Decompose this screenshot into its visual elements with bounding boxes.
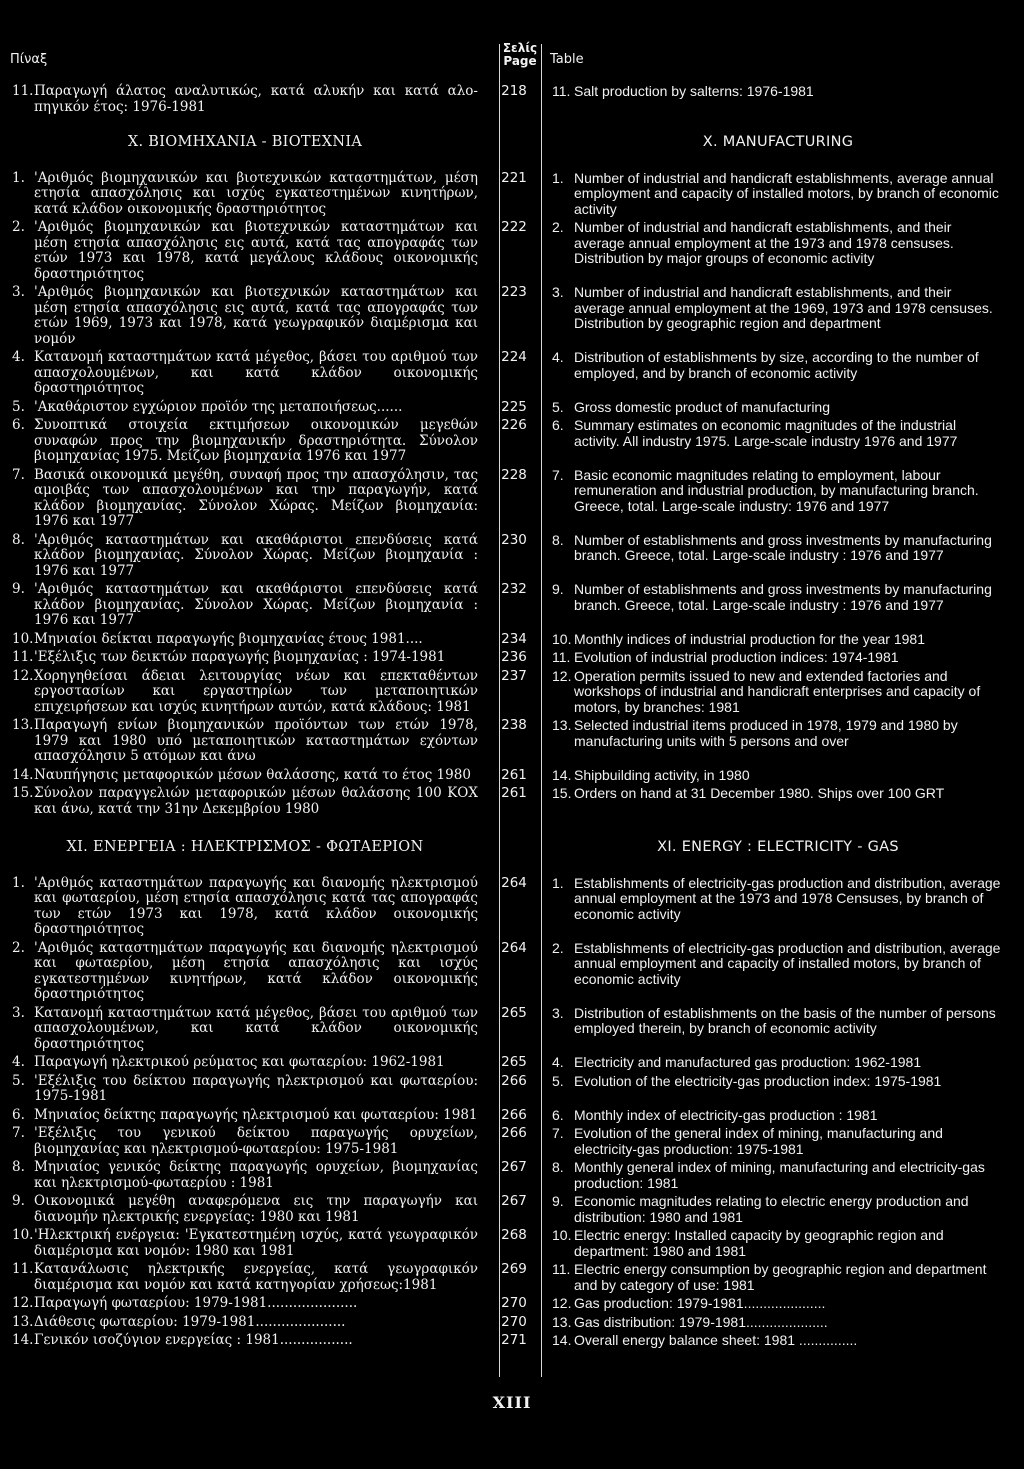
item-number: 14. <box>552 1332 572 1348</box>
list-item <box>0 632 1024 648</box>
item-number: 6. <box>12 1106 25 1123</box>
page-number: XIII <box>492 1393 532 1412</box>
item-text-greek: Χορηγηθείσαι άδειαι λειτουργίας νέων και επεκταθέντων εργοστασίων και εργαστηρίων των μεταποιητικών επιχειρήσεων και ισχύς κινητήρων αυτών, κατά κλάδους: 1981 <box>34 667 478 715</box>
item-text-greek: Παραγωγή ενίων βιομηχανικών προϊόντων των ετών 1978, 1979 και 1980 υπό μεταποιητικών καταστημάτων εχόντων απασχόλησιν 5 ατόμων και άνω <box>34 717 478 764</box>
list-item <box>0 876 1024 938</box>
item-english <box>542 941 1012 988</box>
list-item <box>0 718 1024 765</box>
item-number: 5. <box>552 398 564 415</box>
item-english <box>542 350 1012 381</box>
item-english <box>542 1315 1012 1331</box>
item-text-english: Shipbuilding activity, in 1980 <box>574 766 750 783</box>
item-greek <box>0 1296 486 1312</box>
item-text-english: Monthly index of electricity-gas production : 1981 <box>574 1106 878 1123</box>
item-number: 11. <box>12 83 34 99</box>
item-page: 261 <box>501 766 527 783</box>
item-number: 13. <box>12 1313 34 1330</box>
item-page: 264 <box>501 874 527 891</box>
list-item <box>0 400 1024 416</box>
list-item <box>0 468 1024 530</box>
list-item <box>0 786 1024 817</box>
item-greek <box>0 468 486 530</box>
item-page: 224 <box>501 349 527 365</box>
item-page: 270 <box>501 1313 527 1330</box>
item-greek <box>0 1108 486 1124</box>
item-english <box>542 1262 1012 1293</box>
item-text-english: Distribution of establishments by size, according to the number of employed, and by branch of economic activity <box>574 349 979 381</box>
item-text-english: Basic economic magnitudes relating to employment, labour remuneration and industrial production, by manufacturing branch. Greece, total. Large-scale industry: 1976 and 1977 <box>574 466 979 514</box>
item-number: 4. <box>552 1054 564 1070</box>
list-item <box>0 1194 1024 1225</box>
list-item <box>0 669 1024 716</box>
item-page: 266 <box>501 1106 527 1123</box>
item-english <box>542 171 1012 218</box>
item-text-english: Operation permits issued to new and extended factories and workshops of industrial and handicraft enterprises and capacity of motors, by branches: 1981 <box>574 667 981 715</box>
item-page: 267 <box>501 1193 527 1209</box>
list-item <box>0 1160 1024 1191</box>
item-page: 222 <box>501 219 527 235</box>
item-text-english: Number of industrial and handicraft establishments, and their average annual employment at the 1973 and 1978 censuses. Distribution by major groups of economic activity <box>574 219 954 266</box>
item-page: 221 <box>501 169 527 186</box>
item-page: 269 <box>501 1261 527 1277</box>
list-item <box>0 1006 1024 1053</box>
item-text-english: Gas distribution: 1979-1981..................... <box>574 1313 828 1330</box>
item-number: 10. <box>12 630 34 647</box>
item-number: 7. <box>12 1125 25 1141</box>
item-text-english: Number of establishments and gross investments by manufacturing branch. Greece, total. Large-scale industry : 1976 and 1977 <box>574 581 992 613</box>
item-text-greek: 'Εξέλιξις του δείκτου παραγωγής ηλεκτρισμού και φωταερίου: 1975-1981 <box>34 1072 478 1104</box>
item-text-greek: Παραγωγή φωταερίου: 1979-1981..................... <box>34 1295 358 1311</box>
item-english <box>542 632 1012 648</box>
item-greek <box>0 220 486 282</box>
item-number: 9. <box>552 1193 564 1209</box>
item-text-english: Evolution of industrial production indices: 1974-1981 <box>574 649 899 665</box>
list-item <box>0 1108 1024 1124</box>
item-english <box>542 285 1012 332</box>
item-greek <box>0 669 486 716</box>
item-greek <box>0 650 486 666</box>
item-text-english: Orders on hand at 31 December 1980. Ships over 100 GRT <box>574 785 945 801</box>
item-english <box>542 468 1012 515</box>
item-english <box>542 418 1012 449</box>
item-greek <box>0 1194 486 1225</box>
page-label-english: Page <box>503 54 537 68</box>
item-greek <box>0 718 486 765</box>
item-text-greek: Οικονομικά μεγέθη αναφερόμενα εις την παραγωγήν και διανομήν ηλεκτρικής ενεργείας: 1980 και 1981 <box>34 1193 478 1225</box>
item-number: 8. <box>12 1159 25 1175</box>
item-english <box>542 533 1012 564</box>
item-number: 5. <box>12 398 25 415</box>
item-text-greek: Κατανομή καταστημάτων κατά μέγεθος, βάσει του αριθμού των απασχολουμένων, και κατά κλάδον οικονομικής δραστηριότητος <box>34 1004 478 1052</box>
list-item <box>0 582 1024 629</box>
item-greek <box>0 533 486 580</box>
item-number: 11. <box>552 1261 571 1277</box>
item-page: 225 <box>501 398 527 415</box>
item-page: 264 <box>501 939 527 956</box>
item-text-english: Number of establishments and gross investments by manufacturing branch. Greece, total. Large-scale industry : 1976 and 1977 <box>574 531 992 563</box>
item-number: 10. <box>552 1227 572 1243</box>
list-item <box>0 1262 1024 1293</box>
item-text-greek: Σύνολον παραγγελιών μεταφορικών μέσων θαλάσσης 100 ΚΟΧ και άνω, κατά την 31ην Δεκεμβρίου 1980 <box>34 785 478 817</box>
item-number: 2. <box>12 939 25 956</box>
item-english <box>542 650 1012 666</box>
item-text-english: Salt production by salterns: 1976-1981 <box>574 83 814 99</box>
item-text-english: Electric energy: Installed capacity by geographic region and department: 1980 and 1981 <box>574 1227 944 1259</box>
item-text-english: Summary estimates on economic magnitudes of the industrial activity. All industry 1975. Large-scale industry 1976 and 1977 <box>574 417 958 449</box>
item-text-greek: Παραγωγή ηλεκτρικού ρεύματος και φωταερίου: 1962-1981 <box>34 1054 445 1070</box>
item-text-english: Evolution of the electricity-gas production index: 1975-1981 <box>574 1072 942 1089</box>
item-text-greek: 'Αριθμός βιομηχανικών και βιοτεχνικών καταστημάτων, μέση ετησία απασχόλησις και ισχύς εγκατεστημένων κινητήρων, κατά κλάδον οικονομικής δραστηριότητος <box>34 169 478 217</box>
item-text-greek: 'Αριθμός καταστημάτων παραγωγής και διανομής ηλεκτρισμού και φωταερίου, μέση ετησία απασχόλησις κατά τας απογραφάς των ετών 1973 και 1978, κατά κλάδον οικονομικής δραστηριότητος <box>34 874 478 937</box>
section-title-greek: X. ΒΙΟΜΗΧΑΝΙΑ - ΒΙΟΤΕΧΝΙΑ <box>127 134 363 150</box>
item-text-english: Electric energy consumption by geographic region and department and by category of use: 1981 <box>574 1261 987 1293</box>
intro-greek <box>0 84 486 115</box>
list-item <box>0 1074 1024 1105</box>
page-label-greek: Σελίς <box>502 41 538 55</box>
item-number: 7. <box>12 466 25 483</box>
item-greek <box>0 1262 486 1293</box>
item-number: 9. <box>552 581 564 597</box>
list-item <box>0 941 1024 1003</box>
item-page: 266 <box>501 1125 527 1141</box>
item-number: 1. <box>12 874 25 891</box>
item-english <box>542 1228 1012 1259</box>
item-page: 236 <box>501 649 527 665</box>
item-english <box>542 1160 1012 1191</box>
item-text-greek: Βασικά οικονομικά μεγέθη, συναφή προς την απασχόλησιν, τας αμοιβάς των απασχολουμένων και την παραγωγήν, κατά κλάδον βιομηχανίας. Σύνολον Χώρας. Μείζων βιομηχανία: 1976 και 1977 <box>34 466 478 529</box>
item-number: 11. <box>12 1261 34 1277</box>
list-item <box>0 350 1024 397</box>
list-item <box>0 533 1024 580</box>
item-english <box>542 1126 1012 1157</box>
item-page: 271 <box>501 1332 527 1348</box>
item-text-greek: 'Αριθμός καταστημάτων παραγωγής και διανομής ηλεκτρισμού και φωταερίου, μέση ετησία απασχόλησις και ισχύς εγκατεστημένων κινητήρων, κατά κλάδον οικονομικής δραστηριότητος <box>34 939 478 1002</box>
item-english <box>542 1333 1012 1349</box>
item-number: 12. <box>552 1295 572 1311</box>
item-number: 13. <box>12 717 34 733</box>
sections-container <box>0 135 1024 1352</box>
item-english <box>542 1074 1012 1090</box>
item-english <box>542 582 1012 613</box>
item-page: 270 <box>501 1295 527 1311</box>
item-text-english: Selected industrial items produced in 1978, 1979 and 1980 by manufacturing units with 5 persons and over <box>574 717 958 749</box>
item-text-english: Distribution of establishments on the basis of the number of persons employed therein, by branch of economic activity <box>574 1004 996 1036</box>
item-english <box>542 1194 1012 1225</box>
section-title-greek: XI. ΕΝΕΡΓΕΙΑ : ΗΛΕΚΤΡΙΣΜΟΣ - ΦΩΤΑΕΡΙΟΝ <box>66 839 424 855</box>
item-text-greek: 'Ηλεκτρική ενέργεια: 'Εγκατεστημένη ισχύς, κατά γεωγραφικόν διαμέρισμα και νομόν: 1980 και 1981 <box>34 1227 478 1259</box>
item-text-english: Monthly indices of industrial production for the year 1981 <box>574 630 925 647</box>
item-page: 228 <box>501 466 527 483</box>
item-greek <box>0 171 486 218</box>
table-of-contents <box>0 84 1024 1352</box>
item-english <box>542 768 1012 784</box>
item-greek <box>0 350 486 397</box>
item-greek <box>0 1074 486 1105</box>
item-number: 11. <box>552 83 571 99</box>
item-text-greek: 'Αριθμός βιομηχανικών και βιοτεχνικών καταστημάτων και μέση ετησία απασχόλησις εις αυτά, κατά τας απογραφάς των ετών 1969, 1973 και 1978, κατά γεωγραφικόν διαμέρισμα και νομόν <box>34 284 478 347</box>
item-text-english: Monthly general index of mining, manufacturing and electricity-gas production: 1981 <box>574 1159 985 1191</box>
item-text-greek: Διάθεσις φωταερίου: 1979-1981..................... <box>34 1313 346 1330</box>
item-greek <box>0 400 486 416</box>
item-number: 3. <box>12 1004 25 1021</box>
item-greek <box>0 1006 486 1053</box>
item-text-greek: 'Ακαθάριστον εγχώριον προϊόν της μεταποιήσεως...... <box>34 398 403 415</box>
list-item <box>0 1126 1024 1157</box>
intro-english <box>542 84 1012 100</box>
item-number: 1. <box>552 169 564 186</box>
item-number: 10. <box>552 630 572 647</box>
item-number: 6. <box>552 417 564 433</box>
section-heading <box>0 135 1024 151</box>
item-text-english: Gross domestic product of manufacturing <box>574 398 831 415</box>
item-page: 230 <box>501 531 527 548</box>
item-number: 12. <box>12 667 34 684</box>
item-text-english: Overall energy balance sheet: 1981 ............... <box>574 1332 858 1348</box>
item-number: 6. <box>552 1106 564 1123</box>
item-page: 237 <box>501 667 527 684</box>
section-page-spacer <box>486 840 542 856</box>
item-text-greek: Μηνιαίος δείκτης παραγωγής ηλεκτρισμού και φωταερίου: 1981 <box>34 1106 478 1123</box>
item-greek <box>0 1160 486 1191</box>
item-greek <box>0 1228 486 1259</box>
list-item <box>0 1228 1024 1259</box>
item-text-greek: 'Εξέλιξις του γενικού δείκτου παραγωγής ορυχείων, βιομηχανίας και ηλεκτρισμού-φωταερίου: 1975-1981 <box>34 1125 478 1157</box>
item-english <box>542 669 1012 716</box>
item-english <box>542 876 1012 923</box>
item-number: 7. <box>552 466 564 483</box>
item-greek <box>0 1315 486 1331</box>
item-number: 12. <box>552 667 572 684</box>
item-text-greek: Μηνιαίος γενικός δείκτης παραγωγής ορυχείων, βιομηχανίας και ηλεκτρισμού-φωταερίου : 1981 <box>34 1159 478 1191</box>
item-text-greek: Κατανομή καταστημάτων κατά μέγεθος, βάσει του αριθμού των απασχολουμένων, και κατά κλάδον οικονομικής δραστηριότητος <box>34 349 478 396</box>
item-text-english: Number of industrial and handicraft establishments, and their average annual employment at the 1969, 1973 and 1978 censuses. Distribution by geographic region and department <box>574 284 993 331</box>
section-title-english: X. MANUFACTURING <box>702 134 854 150</box>
item-english <box>542 718 1012 749</box>
item-greek <box>0 941 486 1003</box>
list-item <box>0 1315 1024 1331</box>
item-greek <box>0 632 486 648</box>
item-page: 232 <box>501 581 527 597</box>
item-number: 2. <box>552 939 564 956</box>
item-text-greek: Παραγωγή άλατος αναλυτικώς, κατά αλυκήν και κατά αλο- πηγικόν έτος: 1976-1981 <box>34 83 478 115</box>
item-text-english: Electricity and manufactured gas production: 1962-1981 <box>574 1054 922 1070</box>
item-number: 11. <box>552 649 571 665</box>
list-item <box>0 285 1024 347</box>
item-english <box>542 400 1012 416</box>
list-item <box>0 1333 1024 1349</box>
list-item <box>0 768 1024 784</box>
item-english <box>542 786 1012 802</box>
item-text-english: Evolution of the general index of mining, manufacturing and electricity-gas production: 1975-1981 <box>574 1125 943 1157</box>
item-greek <box>0 1333 486 1349</box>
item-text-greek: 'Αριθμός καταστημάτων και ακαθάριστοι επενδύσεις κατά κλάδον βιομηχανίας. Σύνολον Χώρας. Μείζων βιομηχανία : 1976 και 1977 <box>34 581 478 628</box>
item-english <box>542 1108 1012 1124</box>
item-page: 261 <box>501 785 527 801</box>
item-page: 226 <box>501 417 527 433</box>
item-page: 267 <box>501 1159 527 1175</box>
item-greek <box>0 1126 486 1157</box>
item-number: 12. <box>12 1295 34 1311</box>
item-text-greek: Μηνιαίοι δείκται παραγωγής βιομηχανίας έτους 1981.... <box>34 630 423 647</box>
item-greek <box>0 786 486 817</box>
page-column-label <box>500 42 540 68</box>
item-number: 15. <box>552 785 572 801</box>
list-item <box>0 418 1024 465</box>
item-number: 10. <box>12 1227 34 1243</box>
item-text-greek: 'Αριθμός βιομηχανικών και βιοτεχνικών καταστημάτων και μέση ετησία απασχόλησις εις αυτά, κατά τας απογραφάς των ετών 1973 και 1978, κατά μεγάλους κλάδους οικονομικής δραστηριότητος <box>34 219 478 282</box>
list-item <box>0 650 1024 666</box>
item-number: 11. <box>12 649 34 665</box>
english-table-label: Table <box>550 52 584 67</box>
item-number: 14. <box>12 1332 34 1348</box>
item-number: 7. <box>552 1125 564 1141</box>
item-number: 1. <box>12 169 25 186</box>
item-text-english: Establishments of electricity-gas production and distribution, average annual employment and capacity of installed motors, by branch of economic activity <box>574 939 1001 987</box>
item-number: 1. <box>552 874 564 891</box>
item-english <box>542 1006 1012 1037</box>
item-number: 3. <box>552 1004 564 1021</box>
intro-row <box>0 84 1024 115</box>
item-greek <box>0 582 486 629</box>
item-text-greek: 'Εξέλιξις των δεικτών παραγωγής βιομηχανίας : 1974-1981 <box>34 649 446 665</box>
item-page: 266 <box>501 1072 527 1089</box>
item-greek <box>0 418 486 465</box>
list-item <box>0 171 1024 218</box>
item-number: 14. <box>552 766 572 783</box>
item-text-greek: Συνοπτικά στοιχεία εκτιμήσεων οικονομικών μεγεθών συναφών προς την βιομηχανικήν δραστηριότητα. Σύνολον βιομηχανίας 1975. Μείζων βιομηχανία 1976 και 1977 <box>34 417 478 464</box>
item-text-english: Gas production: 1979-1981..................... <box>574 1295 826 1311</box>
item-number: 8. <box>12 531 25 548</box>
item-page: 265 <box>501 1054 527 1070</box>
list-item <box>0 220 1024 282</box>
item-number: 14. <box>12 766 34 783</box>
list-item <box>0 1055 1024 1071</box>
list-item <box>0 1296 1024 1312</box>
item-number: 9. <box>12 581 25 597</box>
item-greek <box>0 768 486 784</box>
item-text-english: Number of industrial and handicraft establishments, average annual employment and capacity of installed motors, by branch of economic activity <box>574 169 999 217</box>
section-title-english: XI. ENERGY : ELECTRICITY - GAS <box>657 839 899 855</box>
item-page: 234 <box>501 630 527 647</box>
item-text-greek: Ναυπήγησις μεταφορικών μέσων θαλάσσης, κατά το έτος 1980 <box>34 766 471 783</box>
item-text-greek: Κατανάλωσις ηλεκτρικής ενεργείας, κατά γεωγραφικόν διαμέρισμα και νομόν και κατά κατηγορίαν χρήσεως:1981 <box>34 1261 478 1293</box>
item-number: 5. <box>12 1072 25 1089</box>
item-page: 268 <box>501 1227 527 1243</box>
item-number: 15. <box>12 785 34 801</box>
item-text-greek: 'Αριθμός καταστημάτων και ακαθάριστοι επενδύσεις κατά κλάδον βιομηχανίας. Σύνολον Χώρας. Μείζων βιομηχανία : 1976 και 1977 <box>34 531 478 579</box>
item-english <box>542 1296 1012 1312</box>
item-page: 218 <box>501 83 527 99</box>
item-greek <box>0 285 486 347</box>
item-number: 3. <box>552 284 564 300</box>
item-greek <box>0 1055 486 1071</box>
item-number: 4. <box>12 349 25 365</box>
item-number: 13. <box>552 1313 572 1330</box>
item-text-english: Establishments of electricity-gas production and distribution, average annual employment at the 1973 and 1978 Censuses, by branch of economic activity <box>574 874 1001 922</box>
item-text-greek: Γενικόν ισοζύγιον ενεργείας : 1981................. <box>34 1332 353 1348</box>
item-number: 3. <box>12 284 25 300</box>
section-page-spacer <box>486 135 542 151</box>
item-page: 238 <box>501 717 527 733</box>
item-number: 4. <box>552 349 564 365</box>
item-number: 4. <box>12 1054 25 1070</box>
item-number: 6. <box>12 417 25 433</box>
item-number: 13. <box>552 717 572 733</box>
item-page: 265 <box>501 1004 527 1021</box>
item-english <box>542 1055 1012 1071</box>
item-greek <box>0 876 486 938</box>
greek-table-label: Πίναξ <box>10 52 48 67</box>
item-number: 2. <box>552 219 564 235</box>
item-number: 8. <box>552 531 564 548</box>
item-page: 223 <box>501 284 527 300</box>
item-text-english: Economic magnitudes relating to electric energy production and distribution: 1980 and 1981 <box>574 1193 969 1225</box>
section-heading <box>0 840 1024 856</box>
item-number: 9. <box>12 1193 25 1209</box>
item-number: 5. <box>552 1072 564 1089</box>
item-number: 8. <box>552 1159 564 1175</box>
item-english <box>542 220 1012 267</box>
item-number: 2. <box>12 219 25 235</box>
